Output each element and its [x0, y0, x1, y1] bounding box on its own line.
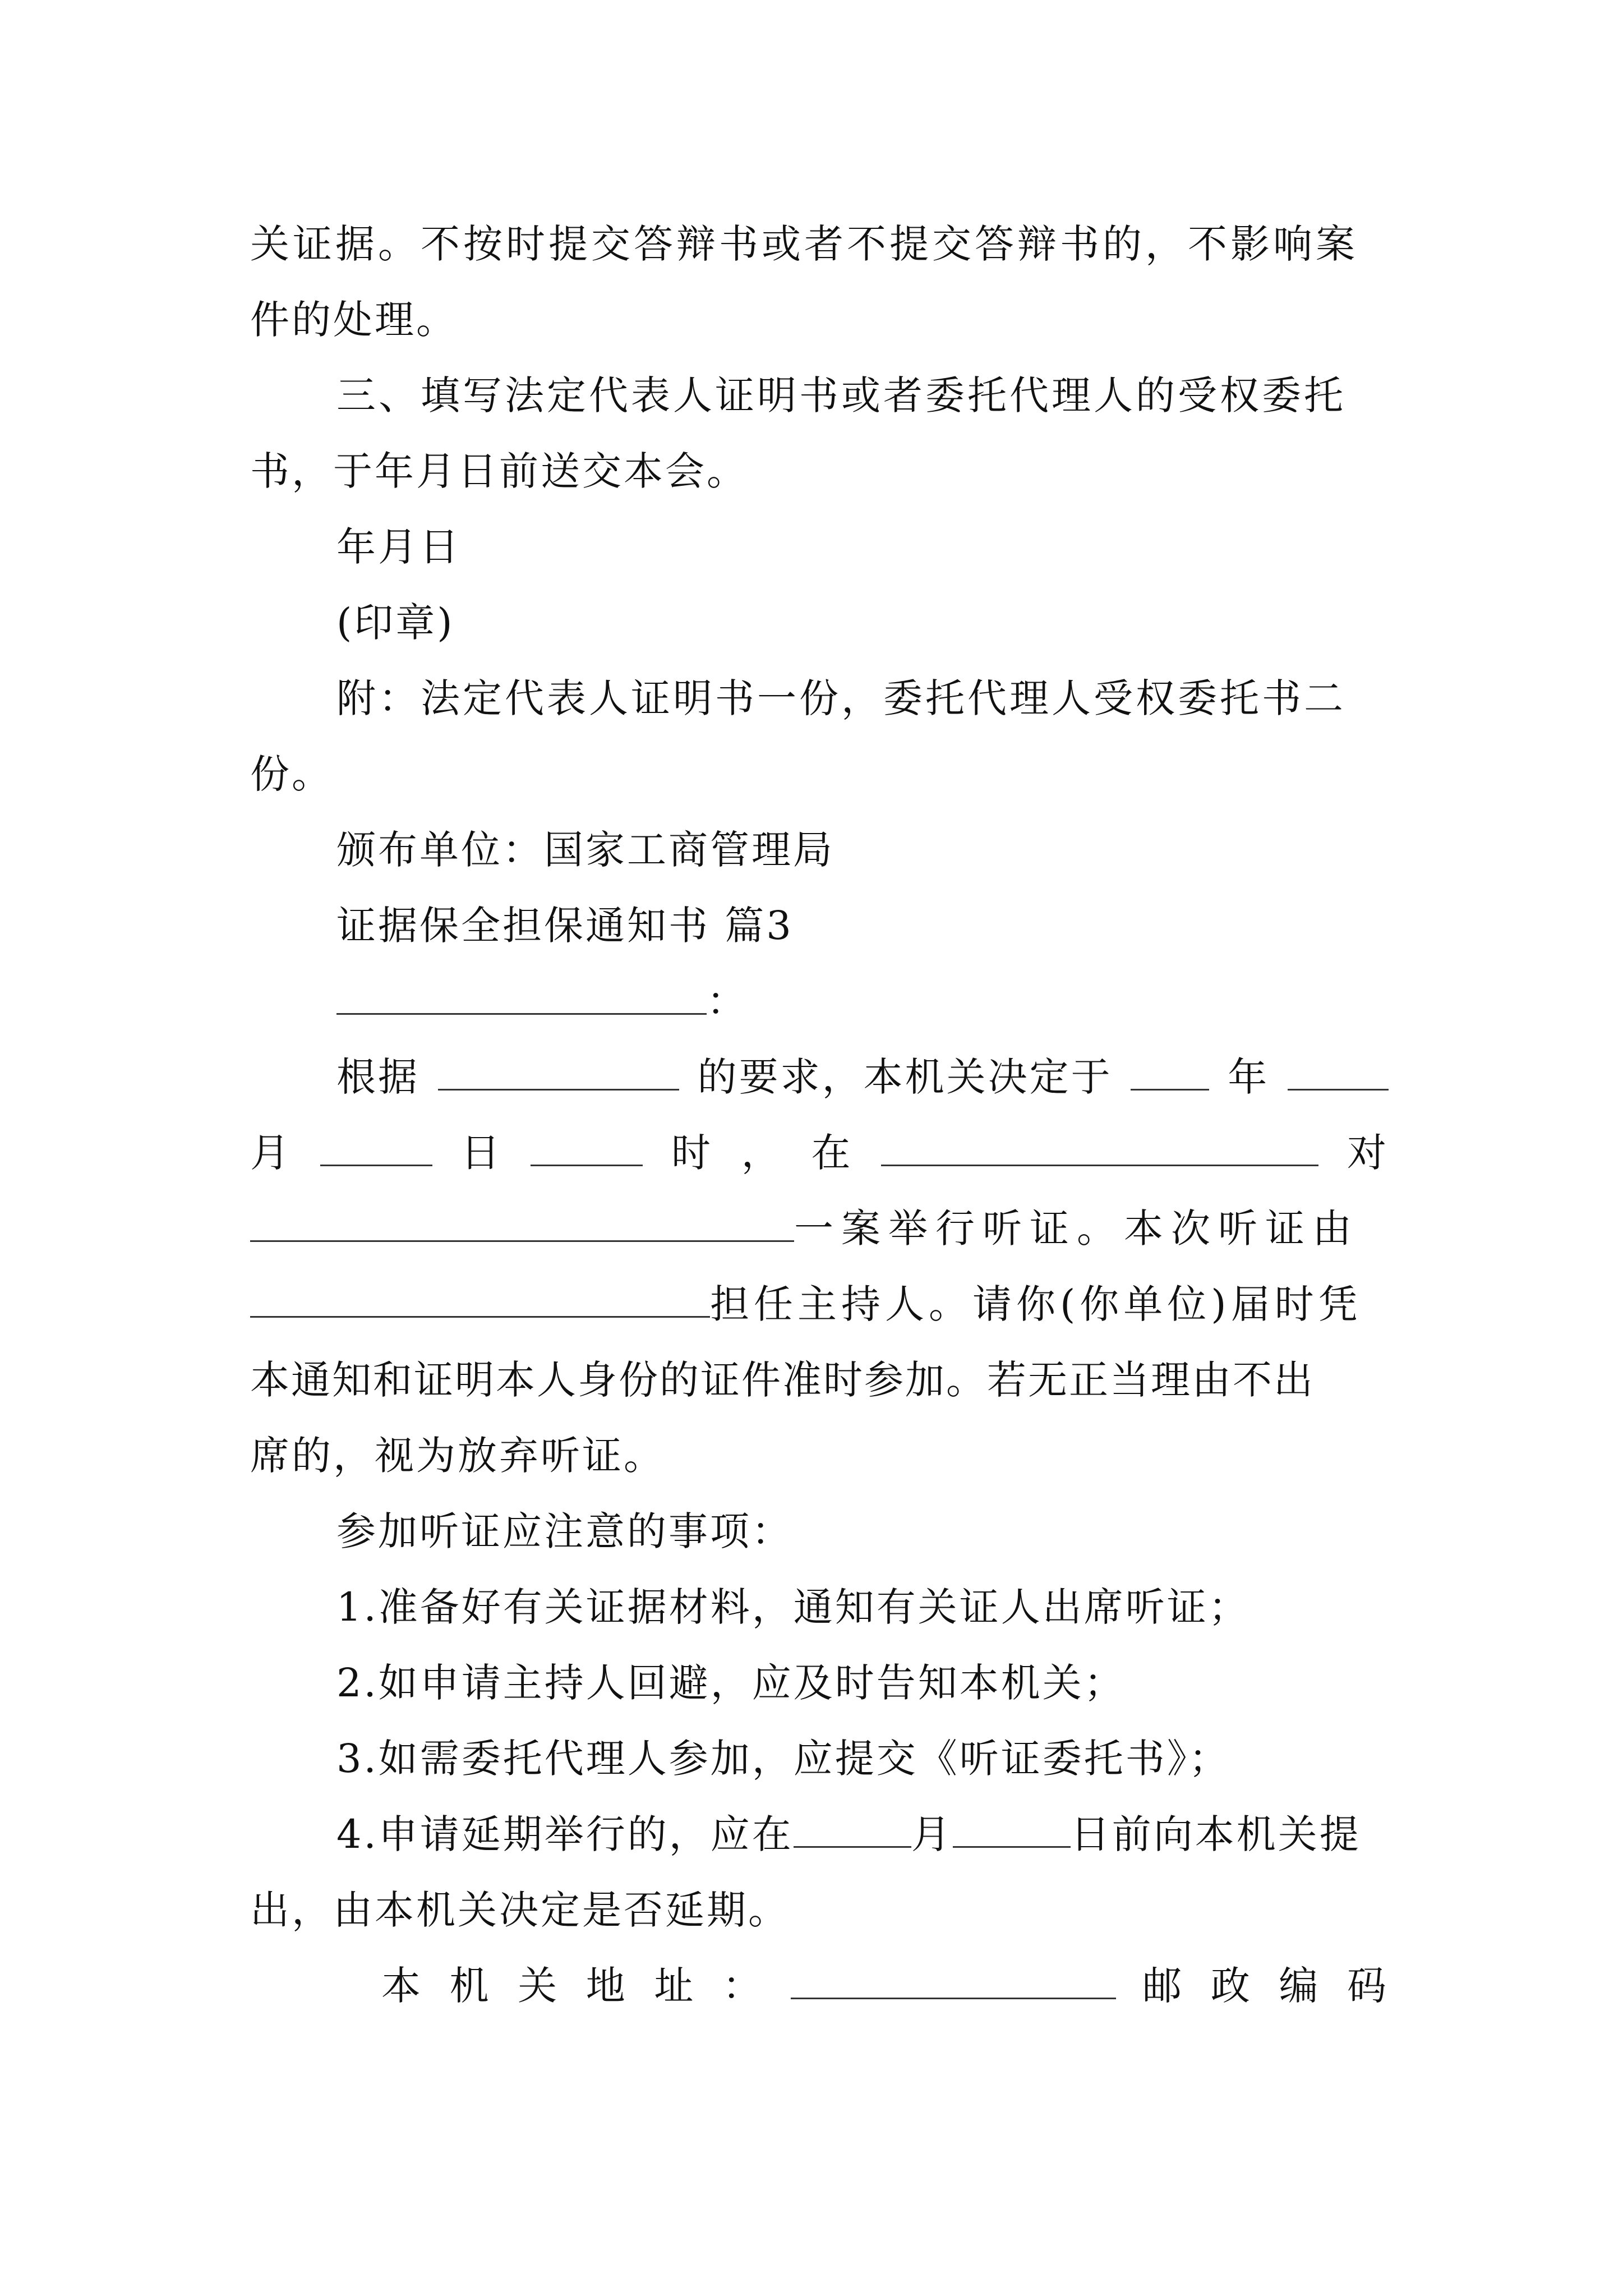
- text-segment: 在: [811, 1130, 853, 1176]
- addressee-colon: ：: [707, 978, 748, 1024]
- text-segment: 邮: [1142, 1963, 1184, 2009]
- body-line: 本通知和证明本人身份的证件准时参加。若无正当理由不出: [250, 1357, 1315, 1403]
- list-item: 2.如申请主持人回避，应及时告知本机关；: [336, 1660, 1126, 1706]
- text-segment: 4.申请延期举行的，应在: [336, 1811, 794, 1857]
- text-segment: 地: [585, 1963, 628, 2009]
- body-line: 三、填写法定代表人证明书或者委托代理人的受权委托: [336, 372, 1346, 418]
- deadline-day-blank: [953, 1807, 1071, 1848]
- requester-blank: [438, 1050, 679, 1091]
- text-segment: 的要求，本机关决定于: [697, 1054, 1113, 1100]
- body-line: 书，于年月日前送交本会。: [250, 448, 748, 494]
- notice-line-2: [250, 1122, 1389, 1184]
- body-line: 出，由本机关决定是否延期。: [250, 1887, 790, 1933]
- text-segment: 编: [1279, 1963, 1321, 2009]
- list-item: 3.如需委托代理人参加，应提交《听证委托书》；: [336, 1736, 1230, 1782]
- text-segment: 一案举行听证。本次听证由: [794, 1205, 1359, 1251]
- body-line: 关证据。不按时提交答辩书或者不提交答辩书的，不影响案: [250, 221, 1358, 267]
- notice-line-3: [250, 1198, 1389, 1259]
- section-title: 证据保全担保通知书 篇3: [336, 903, 794, 949]
- hour-blank: [531, 1125, 643, 1166]
- text-segment: 时: [671, 1130, 713, 1176]
- month-blank: [1288, 1050, 1389, 1091]
- text-segment: 年: [1228, 1054, 1270, 1100]
- seal-line: (印章): [336, 600, 455, 646]
- day-blank: [320, 1125, 432, 1166]
- text-segment: 关: [518, 1963, 560, 2009]
- list-item: 1.准备好有关证据材料，通知有关证人出席听证；: [336, 1584, 1250, 1630]
- list-item: [336, 1803, 1389, 1865]
- notice-line-4: [250, 1273, 1389, 1335]
- host-blank: [250, 1277, 710, 1318]
- notes-heading: 参加听证应注意的事项：: [336, 1508, 793, 1554]
- address-line: [381, 1955, 1389, 2017]
- text-segment: 机: [449, 1963, 491, 2009]
- case-blank: [250, 1201, 794, 1242]
- deadline-month-blank: [794, 1807, 911, 1848]
- text-segment: 日: [460, 1130, 502, 1176]
- addressee-line: [336, 970, 1389, 1032]
- issuer-line: 颁布单位：国家工商管理局: [336, 827, 834, 873]
- address-blank: [791, 1958, 1116, 1999]
- text-segment: 址: [654, 1963, 696, 2009]
- text-segment: 月: [250, 1130, 292, 1176]
- text-segment: 日前向本机关提: [1070, 1811, 1361, 1857]
- text-segment: 月: [911, 1811, 953, 1857]
- date-line: 年月日: [336, 524, 461, 570]
- addressee-blank: [336, 974, 707, 1015]
- text-segment: 码: [1347, 1963, 1389, 2009]
- text-segment: 对: [1347, 1130, 1389, 1176]
- text-segment: 本: [381, 1963, 423, 2009]
- text-segment: 担任主持人。请你(你单位)届时凭: [710, 1281, 1362, 1327]
- notice-line-1: [336, 1046, 1389, 1108]
- body-line: 席的，视为放弃听证。: [250, 1433, 665, 1479]
- location-blank: [881, 1125, 1318, 1166]
- text-segment: ：: [722, 1963, 764, 2009]
- text-segment: ，: [741, 1130, 783, 1176]
- body-line: 份。: [250, 751, 333, 797]
- body-line: 件的处理。: [250, 297, 458, 343]
- attachment-line: 附：法定代表人证明书一份，委托代理人受权委托书二: [336, 675, 1346, 721]
- year-blank: [1131, 1050, 1209, 1091]
- text-segment: 政: [1210, 1963, 1252, 2009]
- text-segment: 根据: [336, 1054, 419, 1100]
